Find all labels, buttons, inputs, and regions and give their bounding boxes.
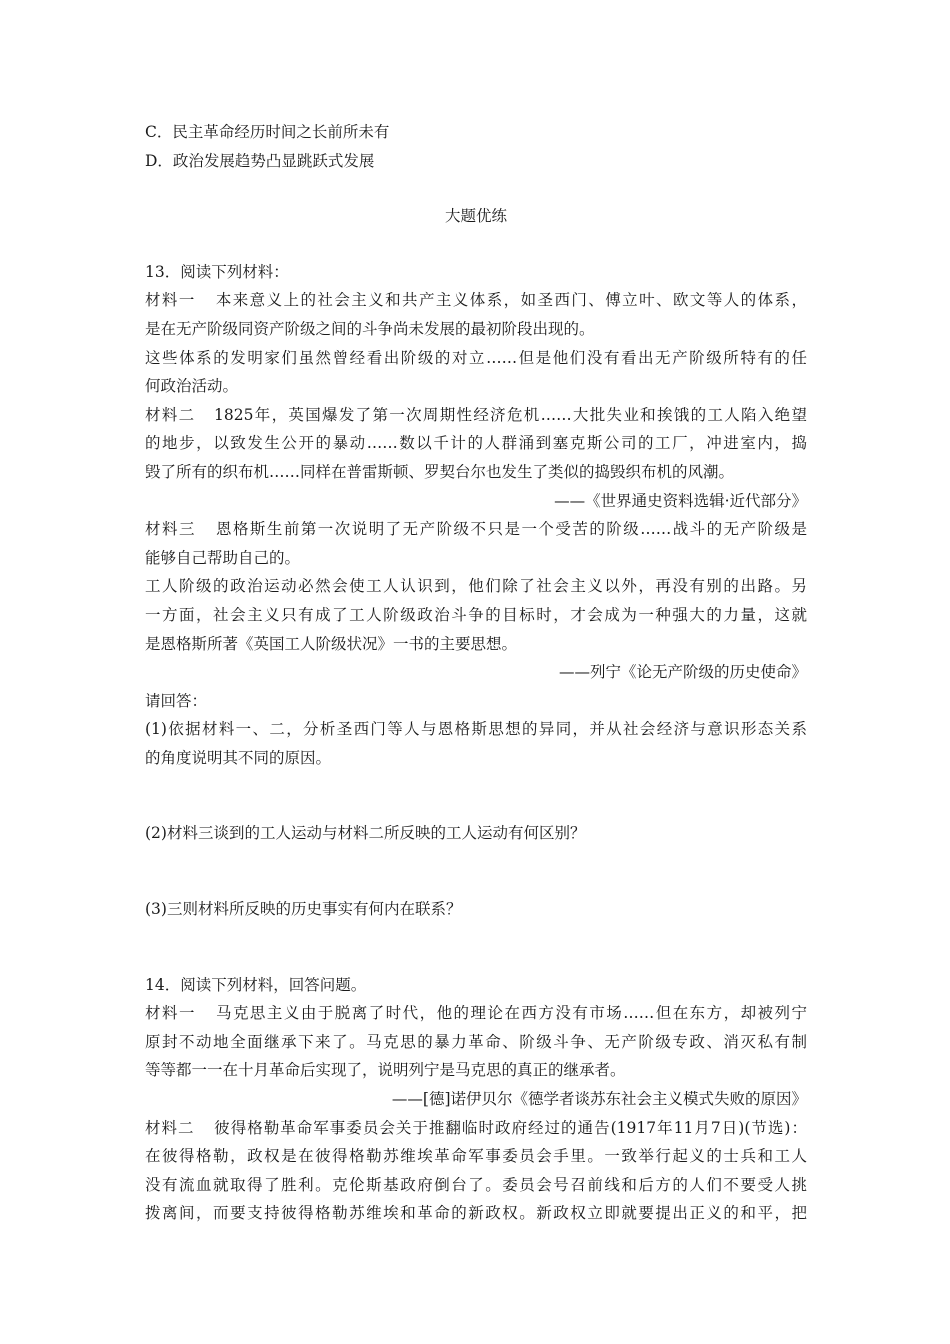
q14-stem: 14．阅读下列材料，回答问题。: [145, 975, 367, 994]
q13-material-3-line-5: 是恩格斯所著《英国工人阶级状况》一书的主要思想。: [145, 634, 518, 653]
q13-material-3-label: 材料三: [145, 520, 196, 539]
q13-stem: 13．阅读下列材料：: [145, 262, 289, 281]
q13-material-1-line-4: 何政治活动。: [145, 377, 239, 396]
q14-material-1-source: ——[德]诺伊贝尔《德学者谈苏东社会主义模式失败的原因》: [391, 1090, 807, 1109]
q13-material-3-line-3: 工人阶级的政治运动必然会使工人认识到，他们除了社会主义以外，再没有别的出路。另: [145, 577, 807, 596]
q13-material-2-line-2: 的地步，以致发生公开的暴动……数以千计的人群涌到塞克斯公司的工厂，冲进室内，捣: [145, 434, 807, 453]
q13-material-3-line-4: 一方面，社会主义只有成了工人阶级政治斗争的目标时，才会成为一种强大的力量，这就: [145, 605, 807, 624]
q13-material-1-line-2: 是在无产阶级同资产阶级之间的斗争尚未发展的最初阶段出现的。: [145, 319, 595, 338]
q14-material-2-line-3: 没有流血就取得了胜利。克伦斯基政府倒台了。委员会号召前线和后方的人们不要受人挑: [145, 1175, 807, 1194]
q13-sub-question-3: (3)三则材料所反映的历史事实有何内在联系？: [145, 900, 462, 919]
q14-material-2-line-4: 拨离间，而要支持彼得格勒苏维埃和革命的新政权。新政权立即就要提出正义的和平，把: [145, 1204, 807, 1223]
q13-sub-question-1-line-2: 的角度说明其不同的原因。: [145, 748, 332, 767]
q13-material-2-line-3: 毁了所有的织布机……同样在普雷斯顿、罗契台尔也发生了类似的捣毁织布机的风潮。: [145, 462, 735, 481]
q13-material-1-line-1: 材料一 本来意义上的社会主义和共产主义体系，如圣西门、傅立叶、欧文等人的体系，: [145, 291, 807, 310]
q13-ask: 请回答：: [145, 691, 208, 710]
q13-material-3-line-2: 能够自己帮助自己的。: [145, 548, 301, 567]
q14-material-2-label: 材料二: [145, 1118, 195, 1137]
q14-material-1-label: 材料一: [145, 1004, 196, 1023]
q13-material-3-source: ——列宁《论无产阶级的历史使命》: [558, 663, 807, 682]
q14-material-1-line-3: 等等都一一在十月革命后实现了，说明列宁是马克思的真正的继承者。: [145, 1061, 626, 1080]
q13-material-2-label: 材料二: [145, 405, 196, 424]
q13-material-2-source: ——《世界通史资料选辑·近代部分》: [554, 491, 807, 510]
q13-material-1-label: 材料一: [145, 291, 196, 310]
q14-material-1-line-2: 原封不动地全面继承下来了。马克思的暴力革命、阶级斗争、无产阶级专政、消灭私有制: [145, 1032, 807, 1051]
q14-material-1-line-1: 材料一 马克思主义由于脱离了时代，他的理论在西方没有市场……但在东方，却被列宁: [145, 1004, 807, 1023]
q13-sub-question-2: (2)材料三谈到的工人运动与材料二所反映的工人运动有何区别？: [145, 824, 586, 843]
document-page: [145, 118, 807, 1228]
option-d: D．政治发展趋势凸显跳跃式发展: [145, 151, 375, 170]
q13-material-1-line-3: 这些体系的发明家们虽然曾经看出阶级的对立……但是他们没有看出无产阶级所特有的任: [145, 348, 807, 367]
q13-sub-question-1-line-1: (1)依据材料一、二，分析圣西门等人与恩格斯思想的异同，并从社会经济与意识形态关系: [145, 720, 807, 739]
option-c: C．民主革命经历时间之长前所未有: [145, 123, 390, 141]
q13-material-3-line-1: 材料三 恩格斯生前第一次说明了无产阶级不只是一个受苦的阶级……战斗的无产阶级是: [145, 520, 807, 539]
q13-material-2-line-1: 材料二 1825年，英国爆发了第一次周期性经济危机……大批失业和挨饿的工人陷入绝望: [145, 405, 807, 424]
section-title: 大题优练: [444, 207, 507, 226]
q14-material-2-line-1: 材料二 彼得格勒革命军事委员会关于推翻临时政府经过的通告(1917年11月7日)(节选)：: [145, 1118, 807, 1137]
q14-material-2-line-2: 在彼得格勒，政权是在彼得格勒苏维埃革命军事委员会手里。一致举行起义的士兵和工人: [145, 1147, 807, 1166]
